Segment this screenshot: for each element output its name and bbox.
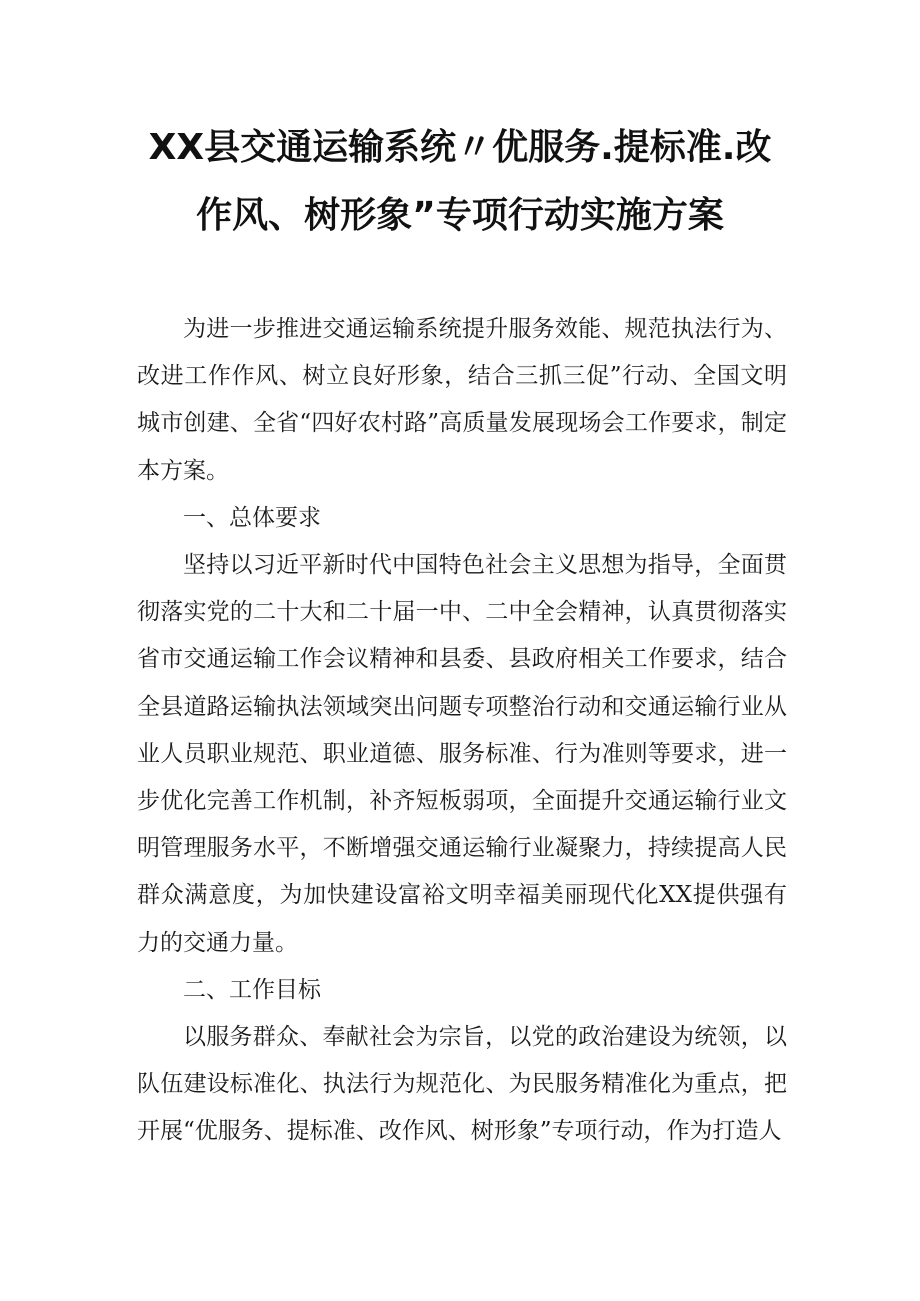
document-title-line-2: 作风、树形象”专项行动实施方案 xyxy=(196,195,724,236)
section-1-heading: 一、总体要求 xyxy=(183,504,321,531)
intro-paragraph: 为进一步推进交通运输系统提升服务效能、规范执法行为、改进工作作风、树立良好形象，结合三抓三促”行动、全国文明城市创建、全省“四好农村路”高质量发展现场会工作要求，制定本方案。 xyxy=(137,316,787,484)
section-1-paragraph: 坚持以习近平新时代中国特色社会主义思想为指导，全面贯彻落实党的二十大和二十届一中、二中全会精神，认真贯彻落实省市交通运输工作会议精神和县委、县政府相关工作要求，结合全县道路运输执法领域突出问题专项整治行动和交通运输行业从业人员职业规范、职业道德、服务标准、行为准则等要求，进一步优化完善工作机制，补齐短板弱项，全面提升交通运输行业文明管理服务水平，不断增强交通运输行业凝聚力，持续提高人民群众满意度，为加快建设富裕文明幸福美丽现代化XX提供强有力的交通力量。 xyxy=(137,552,787,956)
document-body xyxy=(137,306,787,1156)
section-2-heading: 二、工作目标 xyxy=(183,976,321,1003)
document-title-line-1: XX县交通运输系统〃优服务.提标准.改 xyxy=(148,127,772,168)
section-2-paragraph: 以服务群众、奉献社会为宗旨，以党的政治建设为统领，以队伍建设标准化、执法行为规范化、为民服务精准化为重点，把开展“优服务、提标准、改作风、树形象”专项行动，作为打造人 xyxy=(137,1024,787,1145)
